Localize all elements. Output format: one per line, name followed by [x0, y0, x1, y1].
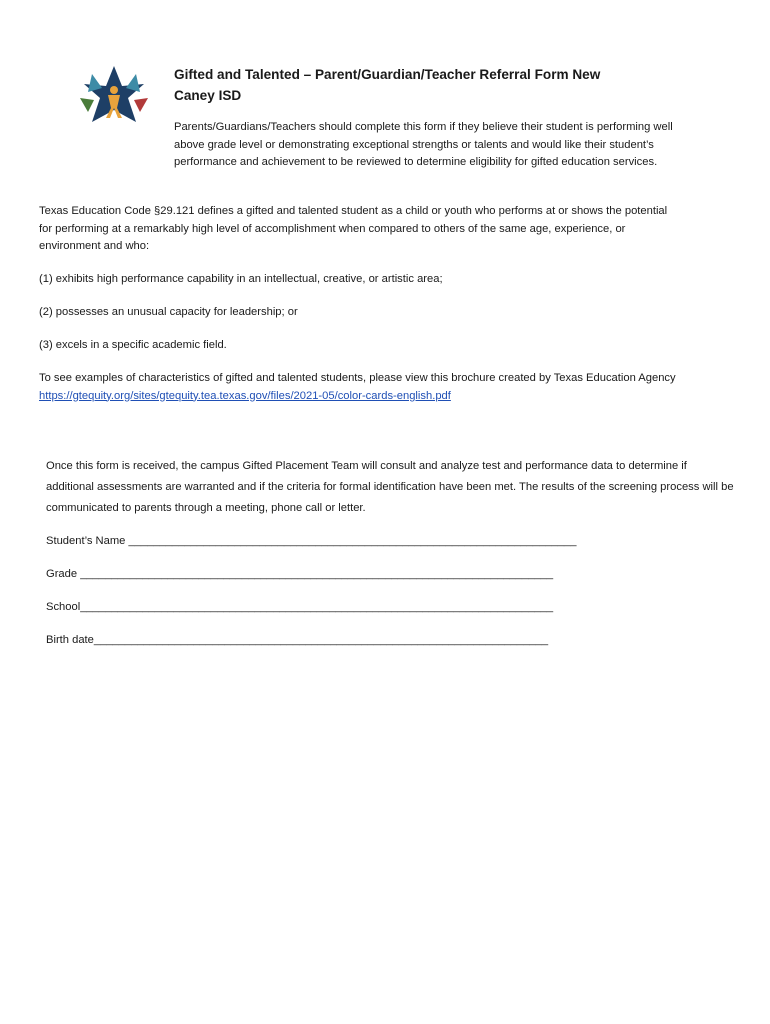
- definition-paragraph: Texas Education Code §29.121 defines a gifted and talented student as a child or youth who performs at or shows the potential for performing at a remarkably high level of accomplishment when compared to others of the same age, experience, or environment and who:: [39, 205, 668, 252]
- examples-text: To see examples of characteristics of gifted and talented students, please view this brochure created by Texas Education Agency: [39, 372, 676, 384]
- brochure-link[interactable]: https://gtequity.org/sites/gtequity.tea.texas.gov/files/2021-05/color-cards-english.pdf: [39, 389, 451, 402]
- form-title: Gifted and Talented – Parent/Guardian/Teacher Referral Form New Caney ISD: [174, 67, 601, 103]
- criteria-item-3: (3) excels in a specific academic field.: [39, 339, 227, 351]
- intro-paragraph: Parents/Guardians/Teachers should complete this form if they believe their student is performing well above grade level or demonstrating exceptional strengths or talents and would like their student’s performance and achievement to be reviewed to determine eligibility for gifted education services.: [174, 121, 673, 168]
- criteria-item-2: (2) possesses an unusual capacity for leadership; or: [39, 306, 298, 318]
- criteria-item-1: (1) exhibits high performance capability in an intellectual, creative, or artistic area;: [39, 273, 443, 285]
- district-star-logo: [76, 64, 152, 130]
- student-name-field[interactable]: Student’s Name ________________________________________________________________________: [46, 535, 577, 547]
- grade-field[interactable]: Grade ____________________________________________________________________________: [46, 568, 554, 580]
- examples-paragraph: [39, 370, 679, 405]
- process-note: Once this form is received, the campus Gifted Placement Team will consult and analyze test and performance data to determine if additional assessments are warranted and if the criteria for formal identification have been met. The results of the screening process will be communicated to parents through a meeting, phone call or letter.: [46, 460, 734, 514]
- school-field[interactable]: School____________________________________________________________________________: [46, 601, 554, 613]
- birth-date-field[interactable]: Birth date_________________________________________________________________________: [46, 634, 549, 646]
